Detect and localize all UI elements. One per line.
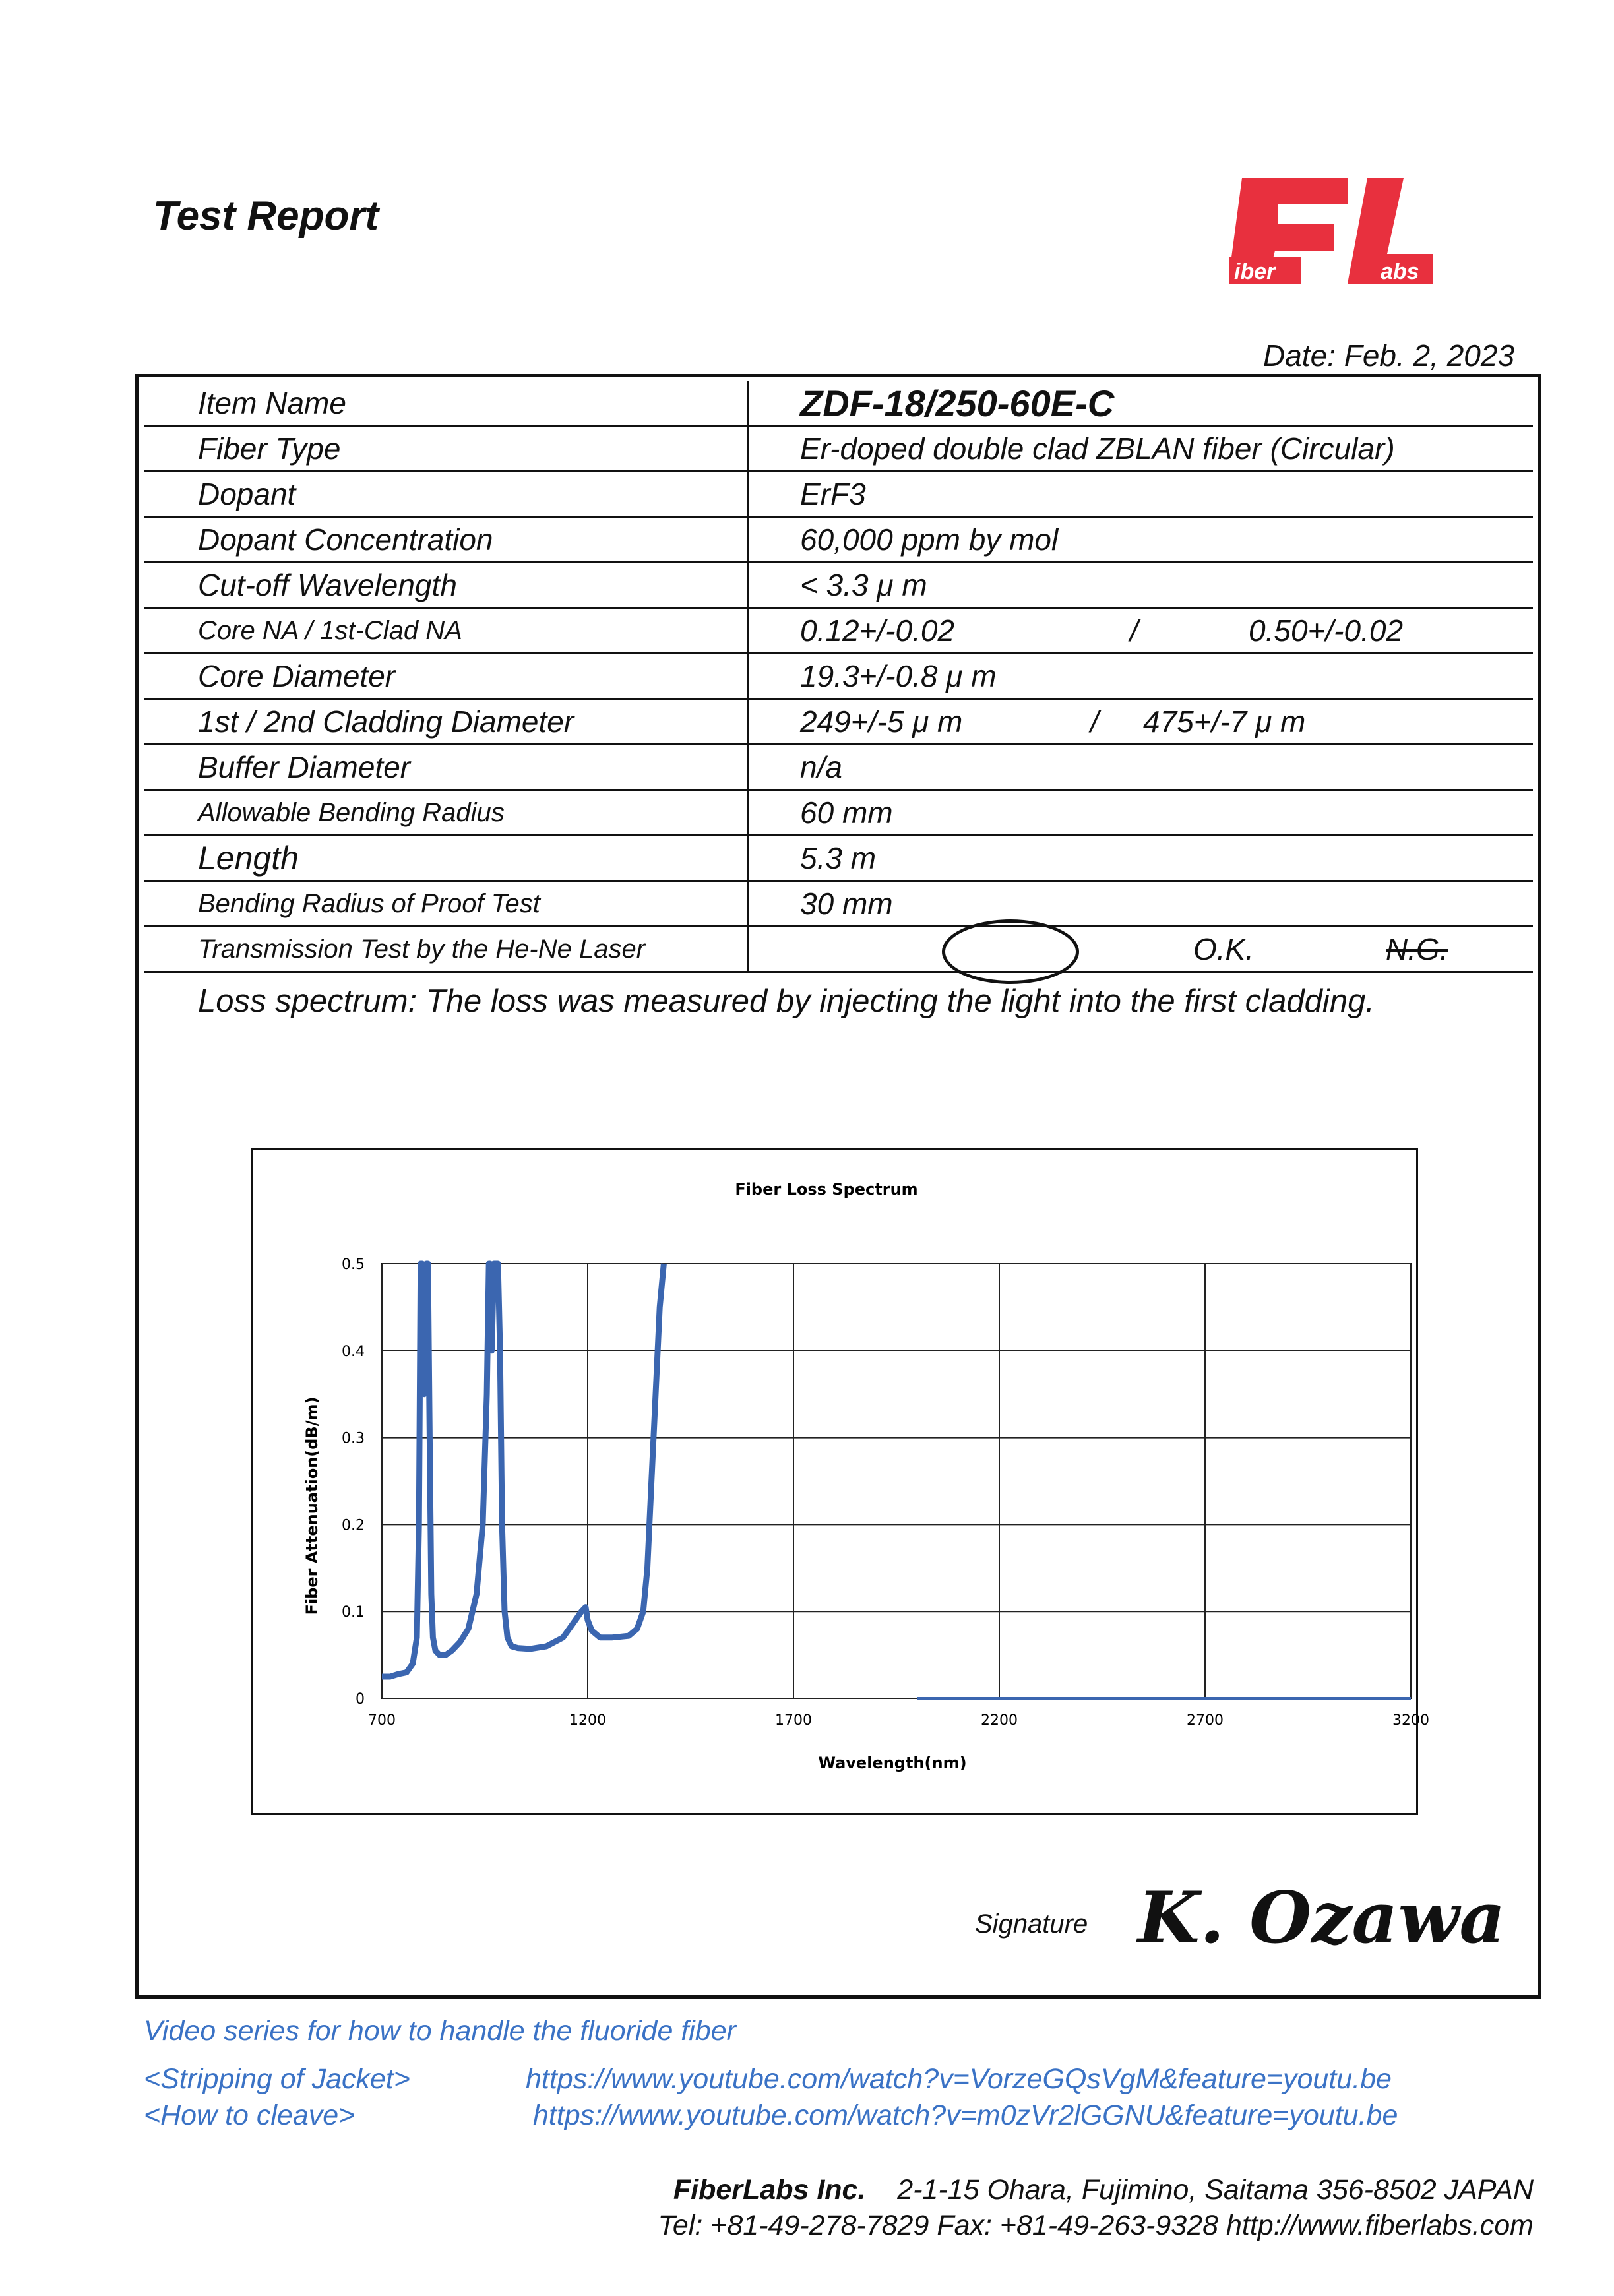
table-row [144, 472, 1533, 517]
row-label: Buffer Diameter [144, 745, 748, 790]
dopant-conc-value: 60,000 ppm by mol [748, 517, 1534, 563]
video-label-cleave: <How to cleave> [144, 2099, 356, 2131]
chart-title: Fiber Loss Spectrum [735, 1180, 918, 1198]
core-na-value: 0.12+/-0.02 [800, 613, 955, 648]
y-tick-label: 0.2 [342, 1517, 365, 1534]
video-series-title: Video series for how to handle the fluoride fiber [144, 2015, 736, 2047]
row-label: Cut-off Wavelength [144, 563, 748, 608]
table-row [144, 745, 1533, 790]
y-tick-label: 0.5 [342, 1257, 365, 1273]
series-line-loss [382, 1264, 664, 1677]
table-row [144, 654, 1533, 699]
page-title: Test Report [153, 193, 379, 239]
row-label: Dopant [144, 472, 748, 517]
ok-circle-mark [942, 919, 1079, 984]
spec-table [144, 381, 1533, 973]
row-label: 1st / 2nd Cladding Diameter [144, 699, 748, 745]
fiberlabs-logo [1229, 178, 1433, 297]
x-tick-label: 1700 [775, 1712, 812, 1729]
cladding-separator: / [1090, 704, 1099, 739]
footer-company-line [673, 2174, 1534, 2206]
table-row [144, 517, 1533, 563]
transmission-ng: N.G. [1386, 932, 1448, 966]
x-axis-label: Wavelength(nm) [818, 1754, 967, 1772]
x-tick-label: 2700 [1187, 1712, 1224, 1729]
table-row [144, 426, 1533, 472]
second-cladding-value: 475+/-7 μ m [1143, 704, 1306, 739]
company-name: FiberLabs Inc. [673, 2174, 866, 2206]
table-row [144, 381, 1533, 426]
proof-bend-value: 30 mm [748, 881, 1534, 927]
company-address: 2-1-15 Ohara, Fujimino, Saitama 356-8502 JAPAN [897, 2174, 1534, 2206]
signature-image [1131, 1863, 1506, 1975]
bending-value: 60 mm [748, 790, 1534, 836]
table-row [144, 927, 1533, 972]
table-row [144, 699, 1533, 745]
loss-note: Loss spectrum: The loss was measured by injecting the light into the first cladding. [198, 983, 1375, 1019]
x-tick-label: 3200 [1392, 1712, 1429, 1729]
table-row [144, 790, 1533, 836]
table-row [144, 836, 1533, 881]
chart-frame [251, 1148, 1429, 1815]
row-label: Item Name [144, 381, 748, 426]
na-separator: / [1130, 613, 1138, 648]
row-label: Fiber Type [144, 426, 748, 472]
item-name-value: ZDF-18/250-60E-C [748, 381, 1534, 426]
y-tick-label: 0 [356, 1691, 365, 1708]
row-label: Transmission Test by the He-Ne Laser [144, 927, 748, 972]
video-label-stripping: <Stripping of Jacket> [144, 2063, 410, 2095]
row-label: Allowable Bending Radius [144, 790, 748, 836]
first-cladding-value: 249+/-5 μ m [800, 704, 963, 739]
table-row [144, 881, 1533, 927]
table-row [144, 563, 1533, 608]
company-contact: Tel: +81-49-278-7829 Fax: +81-49-263-9328 http://www.fiberlabs.com [658, 2210, 1534, 2241]
video-link-stripping[interactable]: https://www.youtube.com/watch?v=VorzeGQsVgM&feature=youtu.be [526, 2063, 1392, 2095]
y-tick-label: 0.4 [342, 1343, 365, 1360]
x-tick-label: 700 [368, 1712, 396, 1729]
dopant-value: ErF3 [748, 472, 1534, 517]
cutoff-value: < 3.3 μ m [748, 563, 1534, 608]
row-label: Bending Radius of Proof Test [144, 881, 748, 927]
x-tick-label: 1200 [569, 1712, 606, 1729]
x-tick-label: 2200 [981, 1712, 1018, 1729]
plot-area [382, 1264, 1411, 1698]
row-label: Core Diameter [144, 654, 748, 699]
y-axis-label: Fiber Attenuation(dB/m) [303, 1396, 321, 1615]
buffer-value: n/a [748, 745, 1534, 790]
loss-chart [253, 1150, 1429, 1813]
table-row [144, 608, 1533, 654]
fiber-type-value: Er-doped double clad ZBLAN fiber (Circular) [748, 426, 1534, 472]
core-diameter-value: 19.3+/-0.8 μ m [748, 654, 1534, 699]
row-label: Dopant Concentration [144, 517, 748, 563]
logo-abs-text: abs [1381, 259, 1419, 284]
row-label: Length [144, 836, 748, 881]
video-link-cleave[interactable]: https://www.youtube.com/watch?v=m0zVr2lGGNU&feature=youtu.be [533, 2099, 1398, 2131]
signature-handwriting: K. Ozawa [1138, 1877, 1506, 1960]
row-label: Core NA / 1st-Clad NA [144, 608, 748, 654]
report-date: Date: Feb. 2, 2023 [1263, 338, 1515, 373]
y-tick-label: 0.1 [342, 1604, 365, 1621]
y-tick-label: 0.3 [342, 1430, 365, 1447]
logo-iber-text: iber [1234, 259, 1276, 284]
signature-label: Signature [975, 1909, 1088, 1939]
length-value: 5.3 m [748, 836, 1534, 881]
transmission-ok: O.K. [1193, 932, 1254, 966]
clad-na-value: 0.50+/-0.02 [1249, 613, 1404, 648]
